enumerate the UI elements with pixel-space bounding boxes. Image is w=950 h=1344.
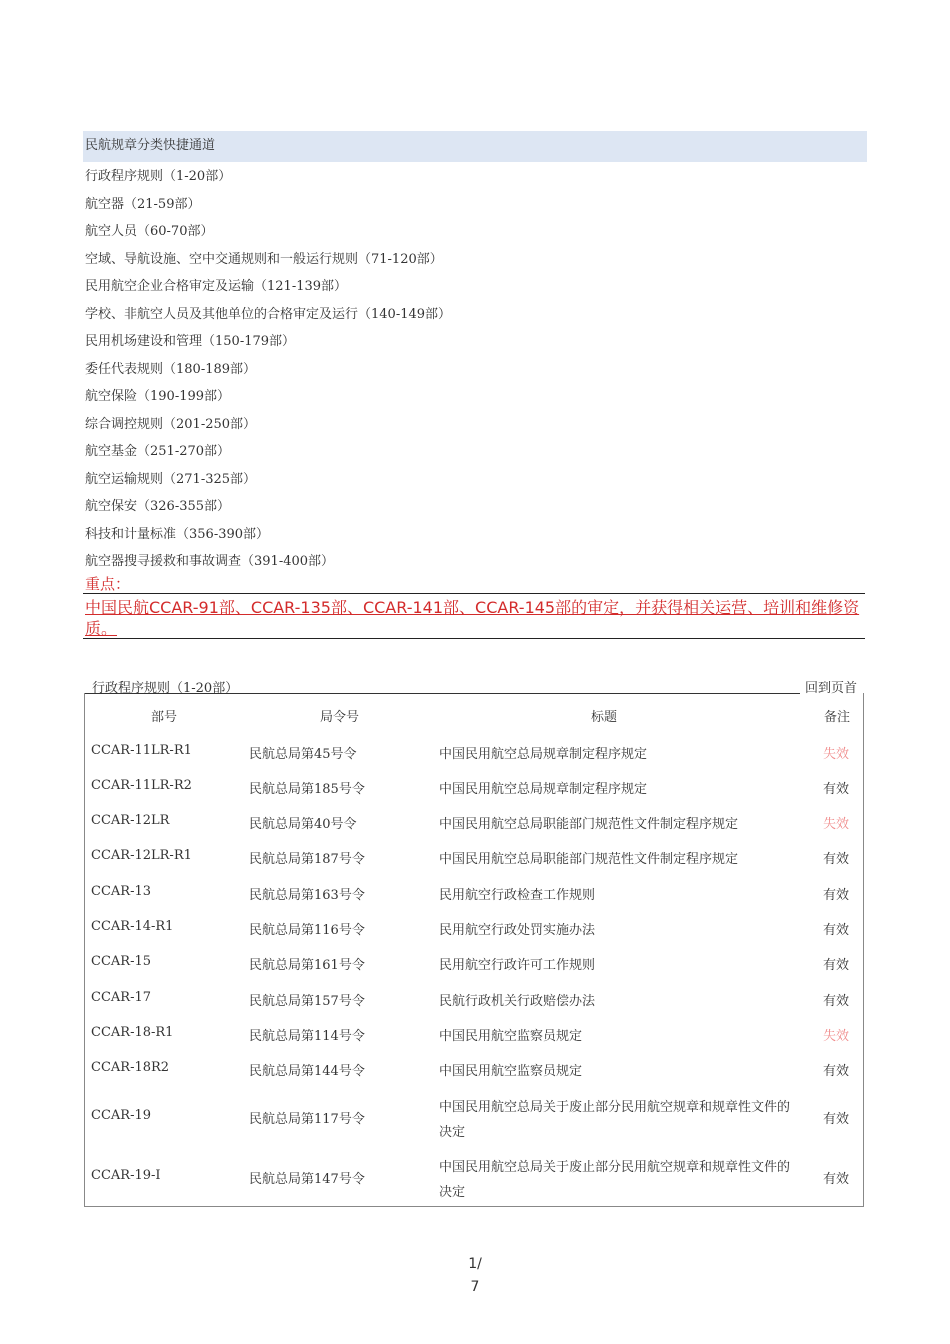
category-link[interactable]: 航空运输规则（271-325部） <box>85 471 257 487</box>
category-link[interactable]: 科技和计量标准（356-390部） <box>85 526 270 542</box>
regulation-title[interactable]: 中国民用航空总局规章制定程序规定 <box>439 747 648 762</box>
category-link[interactable]: 空域、导航设施、空中交通规则和一般运行规则（71-120部） <box>85 251 443 267</box>
order-number: 民航总局第185号令 <box>249 782 365 797</box>
category-link[interactable]: 综合调控规则（201-250部） <box>85 416 257 432</box>
table-row <box>85 1155 863 1205</box>
regulation-title[interactable]: 民航行政机关行政赔偿办法 <box>439 994 596 1009</box>
regulation-title[interactable]: 中国民用航空监察员规定 <box>439 1064 583 1079</box>
category-link[interactable]: 学校、非航空人员及其他单位的合格审定及运行（140-149部） <box>85 306 452 322</box>
status-note: 有效 <box>823 958 850 973</box>
order-number: 民航总局第45号令 <box>249 747 357 762</box>
part-number: CCAR-15 <box>91 954 152 969</box>
focus-bottom-rule <box>83 638 865 639</box>
category-link[interactable]: 行政程序规则（1-20部） <box>85 169 232 184</box>
status-note: 有效 <box>823 994 850 1009</box>
status-note: 有效 <box>823 782 850 797</box>
status-note: 失效 <box>823 747 850 762</box>
header-note: 备注 <box>824 710 851 725</box>
status-note: 有效 <box>823 1064 850 1079</box>
page-number-current: 1/ <box>468 1256 482 1272</box>
part-number: CCAR-11LR-R2 <box>91 778 192 793</box>
page-number <box>455 1253 495 1299</box>
order-number: 民航总局第187号令 <box>249 852 365 867</box>
header-order: 局令号 <box>320 710 360 725</box>
focus-label: 重点： <box>85 575 131 593</box>
regulation-title[interactable]: 民用航空行政许可工作规则 <box>439 958 596 973</box>
quick-access-title: 民航规章分类快捷通道 <box>85 138 216 153</box>
category-link[interactable]: 航空基金（251-270部） <box>85 444 231 459</box>
order-number: 民航总局第163号令 <box>249 888 365 903</box>
header-title: 标题 <box>591 710 618 725</box>
regulation-title[interactable]: 民用航空行政检查工作规则 <box>439 888 596 903</box>
status-note: 有效 <box>823 1112 850 1127</box>
category-link[interactable]: 航空器（21-59部） <box>85 196 201 212</box>
regulation-title[interactable]: 中国民用航空总局职能部门规范性文件制定程序规定 <box>439 852 739 867</box>
category-link[interactable]: 航空保险（190-199部） <box>85 389 231 404</box>
status-note: 有效 <box>823 888 850 903</box>
order-number: 民航总局第157号令 <box>249 994 365 1009</box>
table-row <box>85 1095 863 1145</box>
category-link[interactable]: 航空人员（60-70部） <box>85 224 214 239</box>
part-number: CCAR-13 <box>91 884 152 899</box>
order-number: 民航总局第114号令 <box>249 1029 365 1044</box>
order-number: 民航总局第144号令 <box>249 1064 365 1079</box>
regulation-title[interactable]: 中国民用航空总局关于废止部分民用航空规章和规章性文件的决定 <box>439 1100 791 1140</box>
part-number: CCAR-12LR <box>91 813 170 828</box>
page-number-total: 7 <box>470 1279 480 1295</box>
regulation-table <box>84 693 864 1207</box>
regulation-title[interactable]: 中国民用航空总局关于废止部分民用航空规章和规章性文件的决定 <box>439 1160 791 1200</box>
part-number: CCAR-18R2 <box>91 1060 170 1075</box>
focus-top-rule <box>83 593 865 594</box>
focus-text: 中国民航CCAR-91部、CCAR-135部、CCAR-141部、CCAR-145部的审定，并获得相关运营、培训和维修资质。 <box>85 598 860 638</box>
status-note: 失效 <box>823 1029 850 1044</box>
part-number: CCAR-17 <box>91 990 152 1005</box>
quick-access-header <box>83 131 867 162</box>
regulation-title[interactable]: 中国民用航空监察员规定 <box>439 1029 583 1044</box>
section-title: 行政程序规则（1-20部） <box>92 681 239 696</box>
order-number: 民航总局第40号令 <box>249 817 357 832</box>
order-number: 民航总局第147号令 <box>249 1172 365 1187</box>
part-number: CCAR-12LR-R1 <box>91 848 192 863</box>
part-number: CCAR-19 <box>91 1108 152 1123</box>
category-link[interactable]: 委任代表规则（180-189部） <box>85 361 257 377</box>
category-link[interactable]: 航空器搜寻援救和事故调查（391-400部） <box>85 554 335 569</box>
order-number: 民航总局第161号令 <box>249 958 365 973</box>
category-link[interactable]: 民用机场建设和管理（150-179部） <box>85 334 296 349</box>
category-link[interactable]: 民用航空企业合格审定及运输（121-139部） <box>85 279 348 294</box>
part-number: CCAR-11LR-R1 <box>91 743 192 758</box>
category-list <box>85 163 865 576</box>
regulation-title[interactable]: 中国民用航空总局职能部门规范性文件制定程序规定 <box>439 817 739 832</box>
status-note: 有效 <box>823 1172 850 1187</box>
header-part: 部号 <box>151 710 178 725</box>
status-note: 失效 <box>823 817 850 832</box>
part-number: CCAR-18-R1 <box>91 1025 174 1040</box>
regulation-title[interactable]: 中国民用航空总局规章制定程序规定 <box>439 782 648 797</box>
back-to-top-link[interactable]: 回到页首 <box>805 681 858 696</box>
part-number: CCAR-19-I <box>91 1168 161 1183</box>
table-header <box>85 693 863 733</box>
status-note: 有效 <box>823 852 850 867</box>
part-number: CCAR-14-R1 <box>91 919 174 934</box>
order-number: 民航总局第116号令 <box>249 923 365 938</box>
category-link[interactable]: 航空保安（326-355部） <box>85 499 231 514</box>
order-number: 民航总局第117号令 <box>249 1112 365 1127</box>
regulation-title[interactable]: 民用航空行政处罚实施办法 <box>439 923 596 938</box>
status-note: 有效 <box>823 923 850 938</box>
